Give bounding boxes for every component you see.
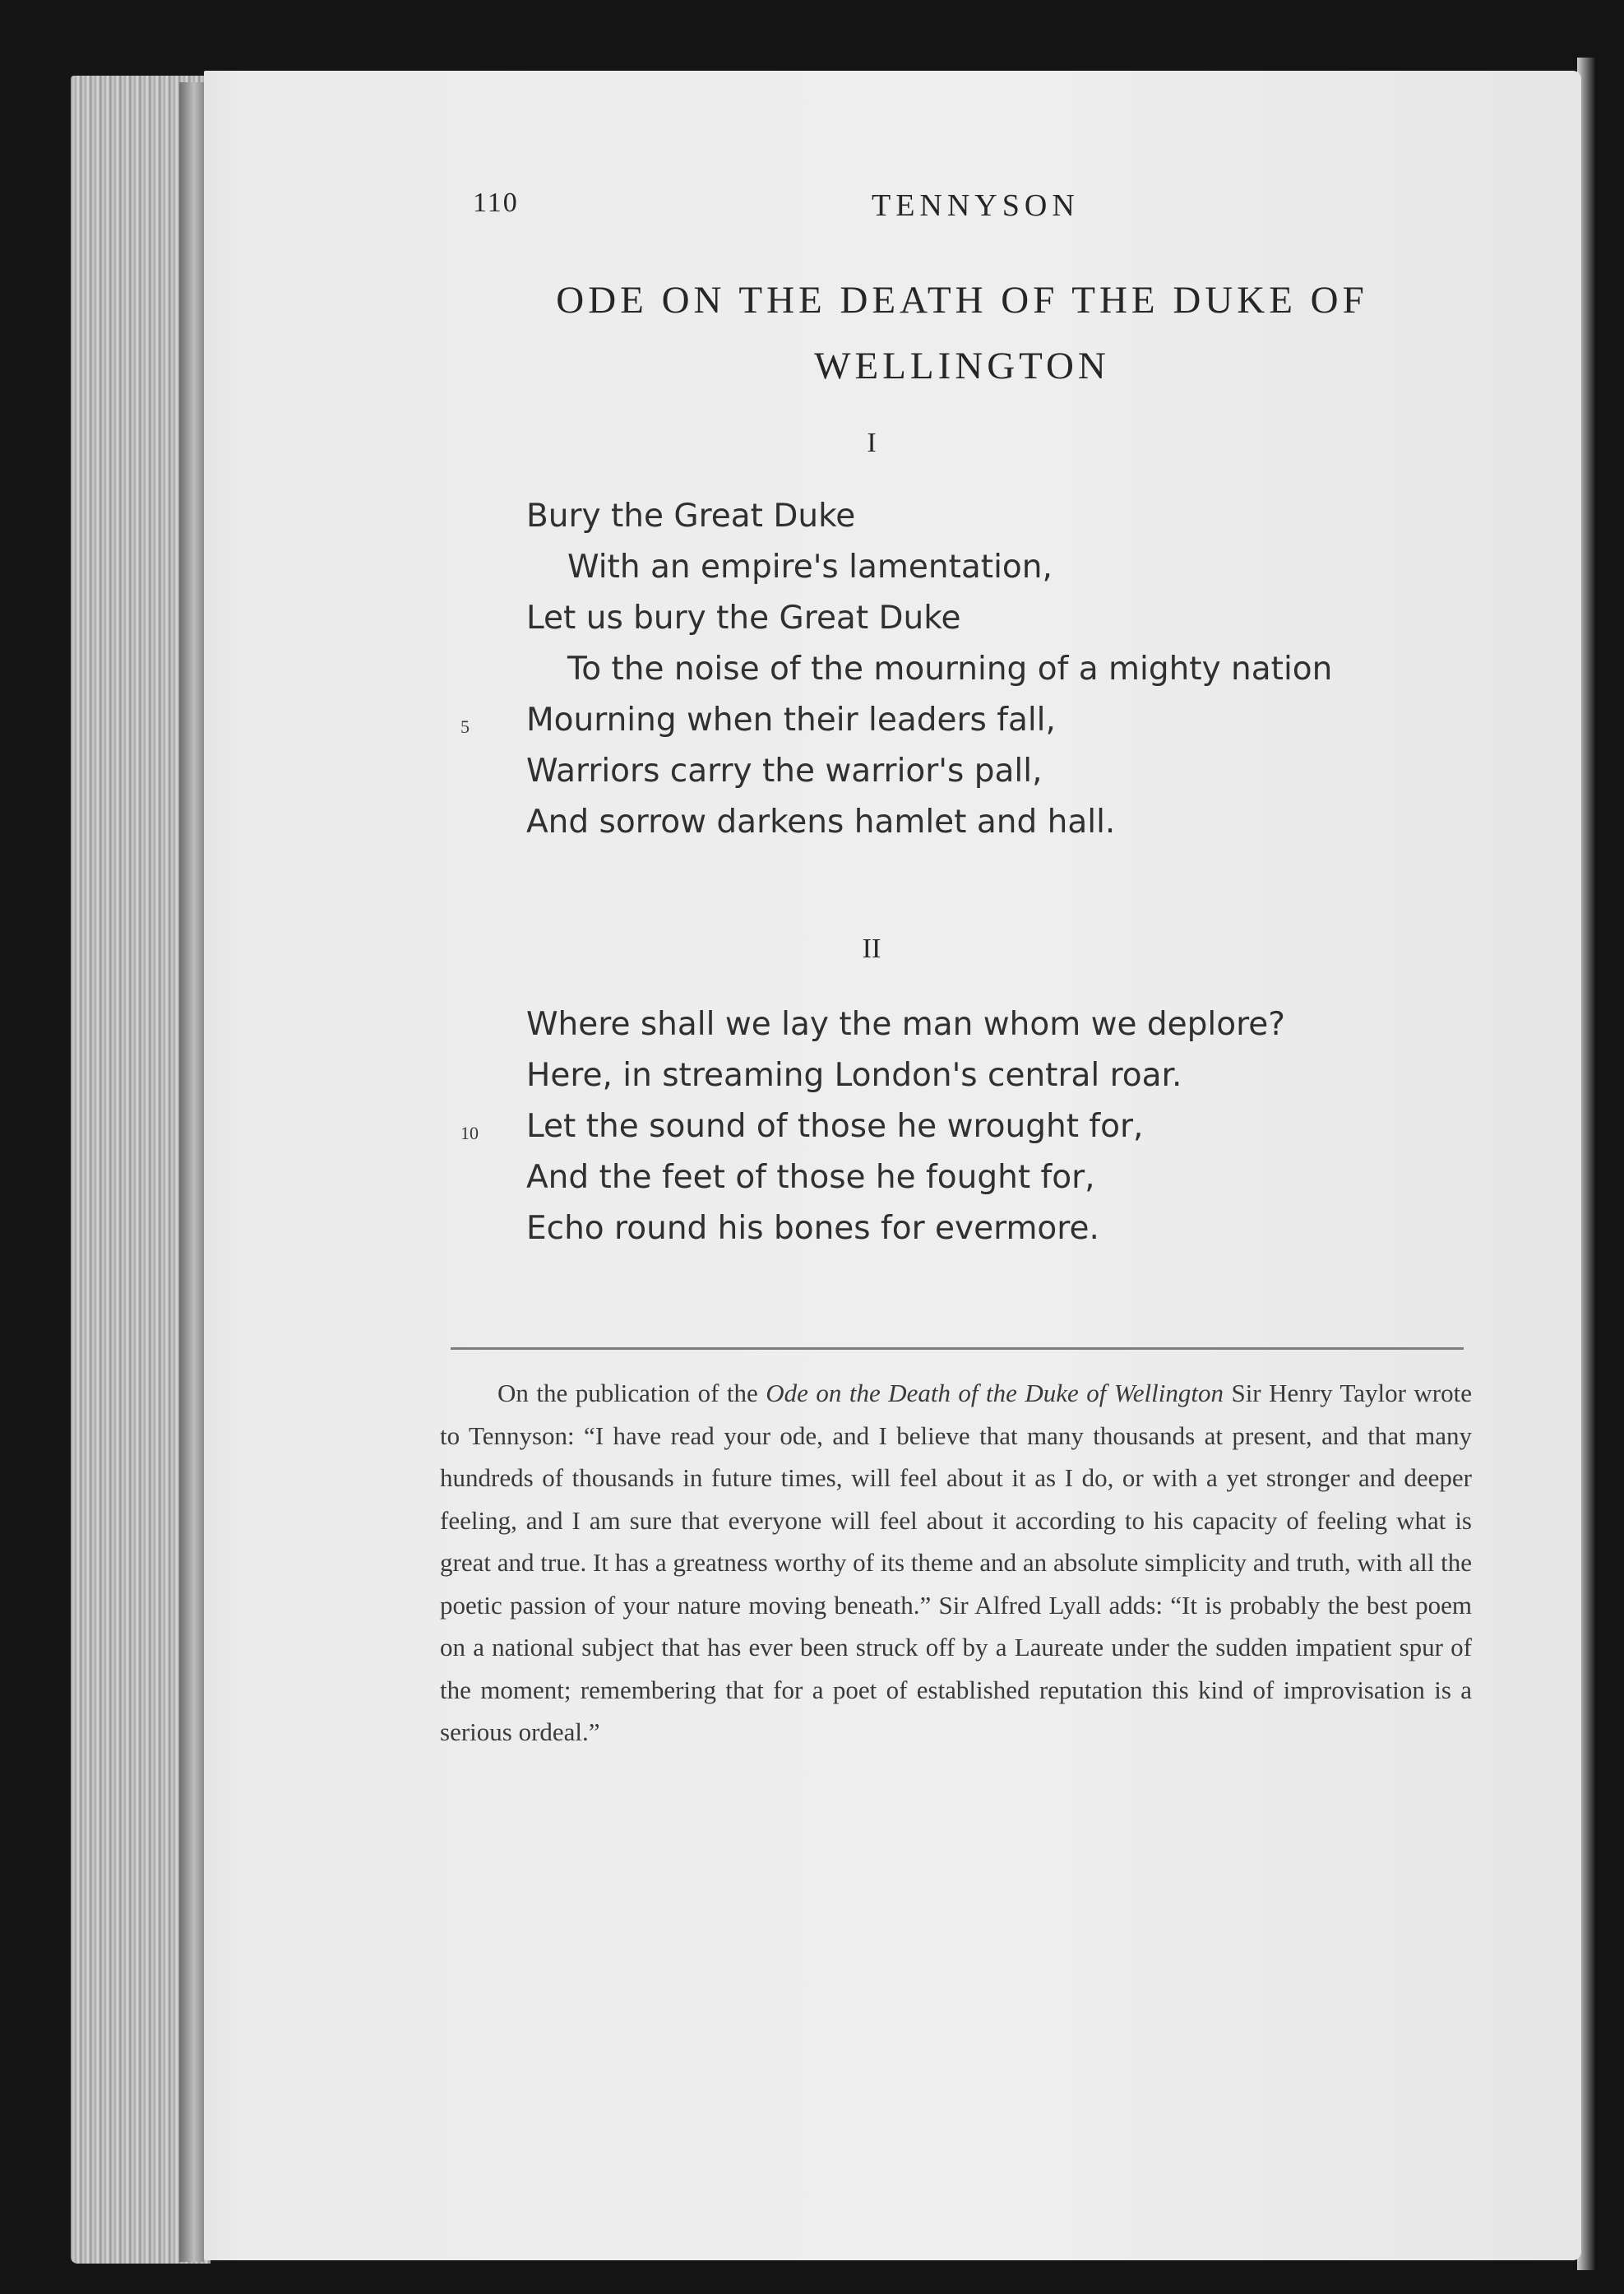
verse-line (526, 593, 1546, 644)
verse-line (460, 695, 1546, 746)
verse-line-text: Let the sound of those he wrought for, (526, 1108, 1144, 1145)
verse-line-text: Warriors carry the warrior's pall, (526, 753, 1043, 790)
verse-line-text: Bury the Great Duke (526, 498, 856, 535)
line-number: 10 (460, 1123, 479, 1143)
book-spine-shadow (179, 82, 204, 2262)
footnote-lead: On the publication of the (497, 1379, 766, 1407)
verse-line (526, 491, 1546, 542)
verse-line (526, 797, 1546, 848)
footnote-italic-title: Ode on the Death of the Duke of Wellington (766, 1379, 1224, 1407)
verse-line-text: And sorrow darkens hamlet and hall. (526, 804, 1116, 841)
section-numeral-2: II (862, 934, 881, 964)
verse-line-text: Here, in streaming London's central roar. (526, 1057, 1182, 1094)
verse-line (526, 644, 1546, 695)
page-number: 110 (473, 188, 519, 218)
verse-line-text: Echo round his bones for evermore. (526, 1210, 1099, 1247)
line-number: 5 (460, 716, 470, 737)
verse-line (460, 1101, 1546, 1152)
stanza-1 (460, 491, 1546, 848)
poem-title-line-2: WELLINGTON (814, 345, 1110, 387)
poem-title-line-1: ODE ON THE DEATH OF THE DUKE OF (556, 279, 1368, 322)
footnote-body: Sir Henry Taylor wrote to Tennyson: “I have read your ode, and I believe that many thousands at present, and that many hundreds of thousands in future times, will feel about it as I do, or with a yet stronger and deeper feeling, and I am sure that everyone will feel about it according to his capacity of feeling what is great and true. It has a greatness worthy of its theme and an absolute simplicity and truth, with all the poetic passion of your nature moving beneath.” Sir Alfred Lyall adds: “It is probably the best poem on a national subject that has ever been struck off by a Laureate under the sudden impatient spur of the moment; remembering that for a poet of established reputation this kind of improvisation is a serious ordeal.” (440, 1379, 1472, 1746)
verse-line-text: With an empire's lamentation, (567, 549, 1053, 586)
section-numeral-1: I (867, 428, 877, 458)
verse-line-text: And the feet of those he fought for, (526, 1159, 1095, 1196)
footnote-divider (451, 1347, 1464, 1350)
running-head: TENNYSON (872, 188, 1080, 223)
verse-line-text: Mourning when their leaders fall, (526, 702, 1056, 739)
verse-line (526, 1152, 1546, 1203)
verse-line-text: Let us bury the Great Duke (526, 600, 961, 637)
verse-line (526, 746, 1546, 797)
verse-line-text: To the noise of the mourning of a mighty nation (567, 651, 1333, 688)
verse-line (526, 542, 1546, 593)
verse-line-text: Where shall we lay the man whom we deplore? (526, 1006, 1285, 1043)
footnote (440, 1372, 1472, 1754)
verse-line (526, 1050, 1546, 1101)
verse-line (526, 1203, 1546, 1254)
verse-line (526, 999, 1546, 1050)
stanza-2 (460, 999, 1546, 1254)
poem-title (428, 267, 1497, 399)
